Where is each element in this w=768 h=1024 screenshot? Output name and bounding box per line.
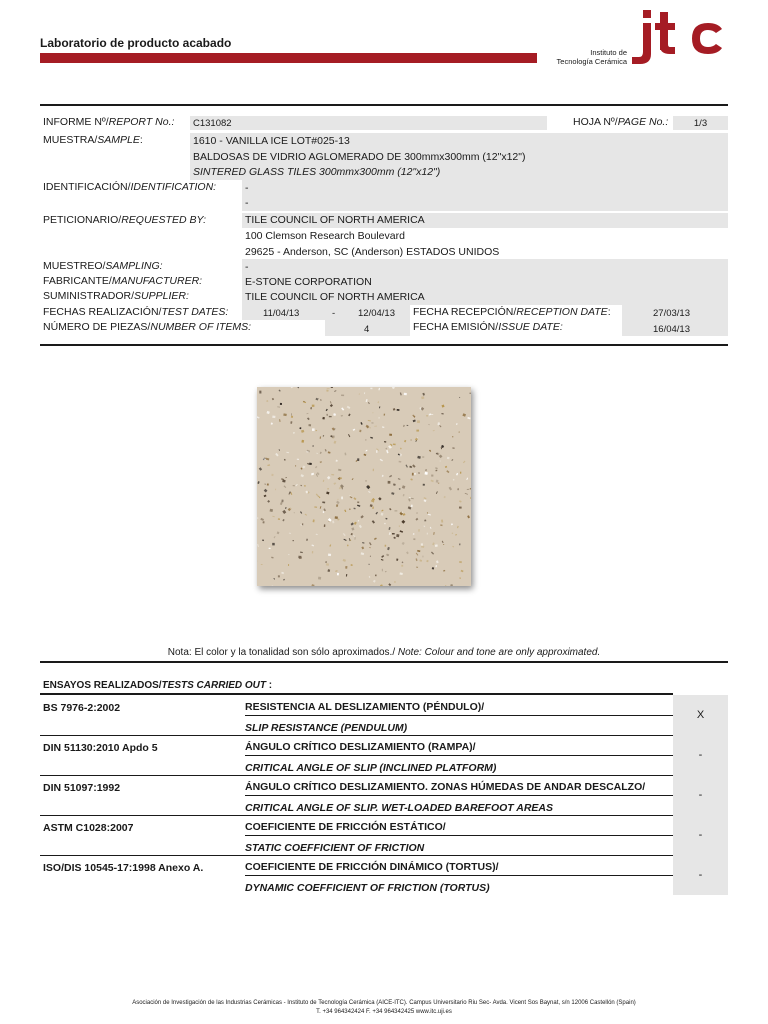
institute-name-line1: Instituto de [590,48,627,57]
tile-speck [314,506,317,508]
tile-speck [267,483,269,485]
page-no-value: 1/3 [693,118,708,129]
tile-speck [257,517,258,518]
tile-speck [382,569,383,572]
tile-speck [309,463,312,465]
tile-speck [337,573,339,576]
supplier-value: TILE COUNCIL OF NORTH AMERICA [245,291,425,303]
tile-speck [384,545,386,547]
test-result: - [673,855,728,895]
tile-speck [413,473,416,475]
sample-label: MUESTRA/SAMPLE: [43,134,143,146]
tile-speck [443,544,444,545]
tile-speck [370,388,372,390]
tile-speck [312,445,314,447]
tile-speck [341,394,344,396]
page-title: Laboratorio de producto acabado [40,36,232,50]
test-result: - [673,735,728,775]
test-name-es: ÁNGULO CRÍTICO DESLIZAMIENTO (RAMPA)/ [245,741,476,753]
supplier-label: SUMINISTRADOR/SUPPLIER: [43,290,189,302]
test-name-en: SLIP RESISTANCE (PENDULUM) [245,722,408,734]
tests-heading: ENSAYOS REALIZADOS/TESTS CARRIED OUT : [43,680,273,691]
tile-speck [281,500,283,503]
test-name-divider [245,875,673,876]
tile-speck [422,456,424,457]
requested-by-line1: TILE COUNCIL OF NORTH AMERICA [245,214,425,226]
tile-speck [308,424,311,426]
tile-speck [302,523,303,525]
tile-speck [312,405,315,407]
tile-speck [395,510,398,512]
tile-speck [323,511,325,513]
tile-speck [272,416,275,419]
tile-speck [288,564,289,566]
test-name-divider [245,755,673,756]
info-bottom-rule [40,344,728,346]
test-result: - [673,775,728,815]
manufacturer-value: E-STONE CORPORATION [245,276,372,288]
footer-contact: T. +34 964342424 F. +34 964342425 www.itc.uji.es [316,1009,452,1015]
tile-speck [460,472,461,474]
tile-speck [374,426,377,427]
tile-speck [327,488,329,489]
itc-logo [630,6,726,66]
tile-speck [379,417,380,419]
tile-speck [388,481,391,484]
color-note: Nota: El color y la tonalidad son sólo aproximados./ Note: Colour and tone are only approximated. [167,647,601,658]
tile-speck [327,388,330,389]
tile-speck [412,473,414,476]
tile-speck [470,497,471,499]
identification-line1: - [245,182,249,194]
page-no-label: HOJA Nº/PAGE No.: [573,116,669,128]
tile-speck [447,457,450,460]
tile-speck [397,409,400,411]
tile-speck [413,538,415,540]
tile-speck [375,574,377,576]
tile-speck [328,553,331,556]
test-row [40,735,728,775]
tile-speck [329,416,332,417]
tile-speck [418,529,420,532]
test-name-en: STATIC COEFFICIENT OF FRICTION [245,842,425,854]
tile-speck [392,533,395,535]
tile-speck [337,499,338,500]
tile-speck [326,390,328,392]
requested-by-line3: 29625 - Anderson, SC (Anderson) ESTADOS UNIDOS [245,246,500,258]
test-standard-code: ISO/DIS 10545-17:1998 Anexo A. [43,862,204,874]
info-top-rule [40,104,728,106]
report-no-cell [190,116,547,130]
items-value: 4 [364,324,370,335]
manufacturer-label: FABRICANTE/MANUFACTURER: [43,275,203,287]
report-no-value: C131082 [193,118,232,129]
items-label: NÚMERO DE PIEZAS/NUMBER OF ITEMS: [43,321,252,333]
tile-speck [295,465,296,466]
tile-speck [435,544,438,547]
tile-speck [271,474,273,476]
tile-speck [327,414,328,416]
itc-logo-mark [630,6,726,66]
test-row [40,815,728,855]
identification-line2: - [245,197,249,209]
tile-speck [437,422,440,425]
tile-speck [423,484,425,486]
title-underline-bar [40,53,537,63]
tile-speck [312,428,315,431]
test-name-es: COEFICIENTE DE FRICCIÓN DINÁMICO (TORTUS)/ [245,861,499,873]
test-standard-code: ASTM C1028:2007 [43,822,134,834]
tile-speck [404,393,407,395]
tile-speck [293,540,294,541]
sampling-value: - [245,261,249,273]
test-dates-label: FECHAS REALIZACIÓN/TEST DATES: [43,306,229,318]
tile-speck [421,396,424,399]
tile-speck [427,533,428,535]
test-standard-code: DIN 51097:1992 [43,782,121,794]
tile-speck [259,391,261,394]
sampling-label: MUESTREO/SAMPLING: [43,260,163,272]
tile-speck [459,506,462,508]
test-name-divider [245,835,673,836]
test-name-divider [245,795,673,796]
report-no-label: INFORME Nº/REPORT No.: [43,116,175,128]
test-standard-code: BS 7976-2:2002 [43,702,121,714]
tile-speck [278,518,280,520]
test-name-en: CRITICAL ANGLE OF SLIP (INCLINED PLATFORM) [245,762,497,774]
tile-speck [426,415,427,416]
tile-speck [384,523,385,524]
requested-by-line2: 100 Clemson Research Boulevard [245,230,405,242]
tile-speck [467,489,469,490]
tile-speck [272,543,275,546]
test-name-divider [245,715,673,716]
note-rule [40,661,728,663]
test-name-es: COEFICIENTE DE FRICCIÓN ESTÁTICO/ [245,821,446,833]
tile-speck [304,485,306,487]
tile-speck [269,548,271,549]
test-result: - [673,815,728,855]
tile-speck [432,567,434,569]
identification-label: IDENTIFICACIÓN/IDENTIFICATION: [43,181,217,193]
sample-line3: SINTERED GLASS TILES 300mmx300mm (12"x12") [193,166,441,178]
tile-speck [331,387,333,388]
tile-speck [318,577,321,580]
test-standard-code: DIN 51130:2010 Apdo 5 [43,742,158,754]
issue-date-value: 16/04/13 [653,324,690,335]
tile-texture [257,387,471,586]
tile-speck [416,430,419,432]
tile-speck [288,554,289,555]
tile-speck [280,403,282,405]
test-name-en: DYNAMIC COEFFICIENT OF FRICTION (TORTUS) [245,882,490,894]
tile-speck [368,564,369,565]
requested-by-label: PETICIONARIO/REQUESTED BY: [43,214,206,226]
test-name-es: ÁNGULO CRÍTICO DESLIZAMIENTO. ZONAS HÚMEDAS DE ANDAR DESCALZO/ [245,781,646,793]
test-date-from: 11/04/13 [263,308,300,319]
tile-speck [261,564,263,565]
tile-speck [457,488,459,490]
tile-speck [469,393,471,394]
test-name-en: CRITICAL ANGLE OF SLIP. WET-LOADED BAREFOOT AREAS [245,802,554,814]
reception-date-value: 27/03/13 [653,308,690,319]
tile-speck [291,416,293,418]
tile-speck [357,458,359,461]
tile-speck [422,556,423,558]
tile-speck [401,565,403,567]
tile-speck [417,420,420,423]
issue-date-label: FECHA EMISIÓN/ISSUE DATE: [413,321,563,333]
tile-speck [312,551,313,553]
tile-speck [440,460,441,461]
tile-speck [357,501,359,503]
tile-speck [452,533,453,534]
tile-speck [452,436,453,437]
tile-speck [376,450,377,453]
tile-speck [278,575,280,577]
test-date-to: 12/04/13 [358,308,395,319]
tile-speck [381,513,384,516]
tile-speck [411,505,413,508]
test-date-separator: - [332,308,336,319]
tile-speck [291,413,292,415]
test-row [40,695,728,735]
tile-speck [345,566,347,569]
sample-line1: 1610 - VANILLA ICE LOT#025-13 [193,135,350,147]
sample-line2: BALDOSAS DE VIDRIO AGLOMERADO DE 300mmx300mm (12"x12") [193,151,526,163]
test-name-es: RESISTENCIA AL DESLIZAMIENTO (PÉNDULO)/ [245,701,485,713]
tile-speck [371,422,373,424]
tile-speck [431,474,433,476]
tile-speck [409,497,411,498]
tile-speck [341,497,343,500]
tile-speck [373,469,374,471]
test-row [40,855,728,895]
tile-speck [396,534,399,537]
identification-cell [242,180,728,211]
tile-speck [389,434,392,436]
tile-speck [335,516,338,519]
tile-speck [365,439,366,441]
tile-sample-image [257,387,471,586]
tile-speck [393,443,396,445]
institute-name-line2: Tecnología Cerámica [556,57,627,66]
tile-speck [425,472,428,475]
footer-address: Asociación de Investigación de las Industrias Cerámicas - Instituto de Tecnología Cerámica (AICE-ITC). Campus Universitario Riu Sec- Avda. Vicent Sos Baynat, s/n 12006 Castellón (Spain) [132,1000,636,1006]
tile-speck [324,524,326,527]
test-row [40,775,728,815]
test-result: X [673,695,728,735]
tile-speck [384,414,386,416]
reception-date-label: FECHA RECEPCIÓN/RECEPTION DATE: [413,306,611,318]
tile-speck [293,485,295,486]
